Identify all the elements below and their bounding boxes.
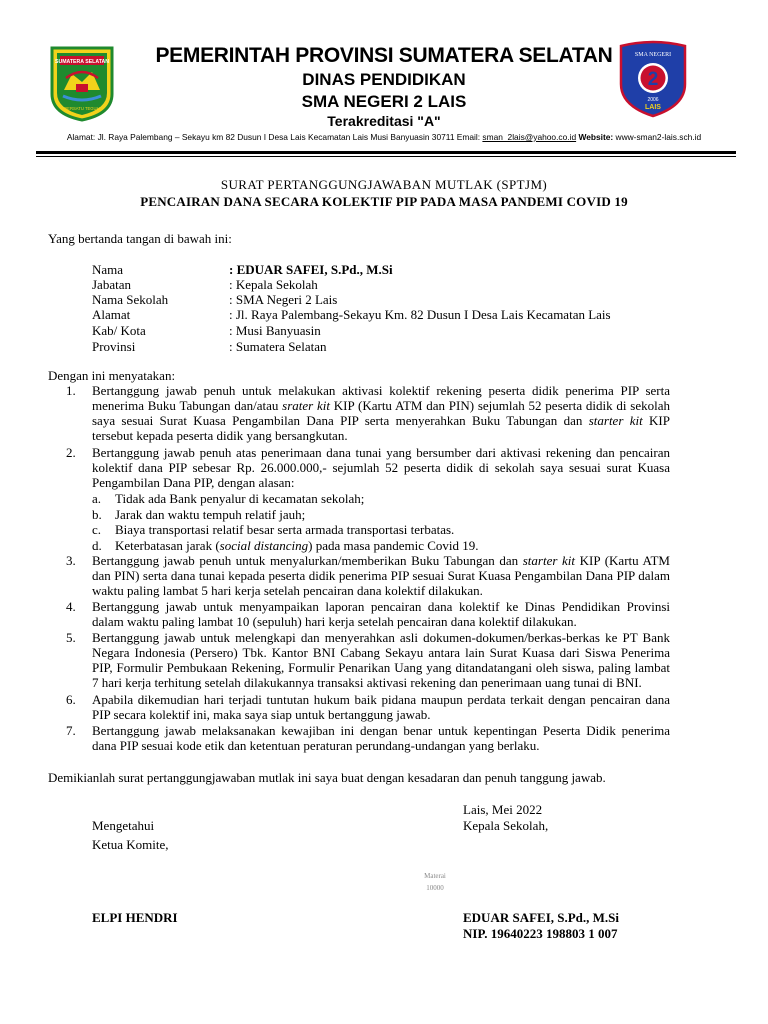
- letterhead-school: SMA NEGERI 2 LAIS: [301, 92, 467, 111]
- stamp-value: 10000: [426, 884, 444, 892]
- reason-letter: d.: [92, 538, 102, 553]
- list-item-line: Bertanggung jawab penuh untuk melakukan aktivasi kolektif rekening peserta didik penerima PIP serta: [92, 383, 670, 398]
- list-item-number: 4.: [66, 599, 76, 614]
- field-label: Jabatan: [92, 277, 131, 292]
- list-item-line: menerima Buku Tabungan dan/atau srater kit KIP (Kartu ATM dan PIN) sejumlah 52 peserta didik di sekolah: [92, 398, 670, 413]
- list-item-line: Bertanggung jawab penuh atas penerimaan dana tunai yang bersumber dari aktivasi rekening dan pencairan: [92, 445, 670, 460]
- svg-text:2006: 2006: [647, 97, 659, 103]
- list-item-line: 7 hari kerja terhitung setelah dilakukannya transaksi aktivasi rekening dan penerimaan uang tunai di BNI.: [92, 675, 642, 690]
- italic-term: social distancing: [219, 538, 309, 553]
- website-link[interactable]: www-sman2-lais.sch.id: [615, 132, 702, 142]
- field-label: Alamat: [92, 307, 131, 322]
- list-item-line: PIP, Formulir Pembukaan Rekening, Formulir Penarikan Uang yang ditandatangani oleh siswa, paling lambat: [92, 660, 670, 675]
- left-heading-1: Mengetahui: [92, 818, 155, 833]
- place-date: Lais, Mei 2022: [463, 802, 543, 817]
- svg-text:2: 2: [647, 69, 659, 90]
- list-item-line: Negara Indonesia (Persero) Tbk. Kantor BNI Cabang Sekayu antara lain Surat Kuasa dari Siswa Penerima: [92, 645, 670, 660]
- field-label: Provinsi: [92, 339, 136, 354]
- list-item-line: kolektif dana PIP sebesar Rp. 26.000.000,- sejumlah 52 peserta didik di sekolah saya sesuai surat Kuasa: [92, 460, 670, 475]
- principal-name: EDUAR SAFEI, S.Pd., M.Si: [463, 910, 620, 925]
- list-item-number: 3.: [66, 553, 76, 568]
- reason-text: Keterbatasan jarak (social distancing) pada masa pandemic Covid 19.: [115, 538, 479, 553]
- list-item-line: dalam waktu paling lambat 10 (sepuluh) hari kerja setelah pencairan dana kolektif dilakukan.: [92, 614, 577, 629]
- reason-text: Jarak dan waktu tempuh relatif jauh;: [115, 507, 306, 522]
- field-label: Kab/ Kota: [92, 323, 146, 338]
- italic-term: srater kit: [282, 398, 330, 413]
- field-label: Nama: [92, 262, 124, 277]
- principal-nip: NIP. 19640223 198803 1 007: [463, 926, 618, 941]
- reason-letter: c.: [92, 522, 102, 537]
- header-rule-thick: [36, 151, 736, 154]
- address-text: Alamat: Jl. Raya Palembang – Sekayu km 82 Dusun I Desa Lais Kecamatan Lais Musi Banyuasin 30711 Email:: [66, 132, 481, 142]
- field-value: : Musi Banyuasin: [229, 323, 321, 338]
- list-item-number: 7.: [66, 723, 76, 738]
- committee-chair-name: ELPI HENDRI: [92, 910, 178, 925]
- left-heading-2: Ketua Komite,: [92, 837, 169, 852]
- svg-text:LAIS: LAIS: [645, 104, 661, 111]
- right-heading: Kepala Sekolah,: [463, 818, 549, 833]
- list-item-line: Bertanggung jawab untuk menyampaikan laporan pencairan dana kolektif ke Dinas Pendidikan Provinsi: [92, 599, 670, 614]
- reason-letter: b.: [92, 507, 102, 522]
- letterhead-government: PEMERINTAH PROVINSI SUMATERA SELATAN: [155, 44, 613, 67]
- statement-intro: Dengan ini menyatakan:: [48, 368, 176, 383]
- svg-text:SUMATERA SELATAN: SUMATERA SELATAN: [55, 59, 109, 65]
- letterhead-address: [0, 132, 768, 142]
- field-value: : Jl. Raya Palembang-Sekayu Km. 82 Dusun I Desa Lais Kecamatan Lais: [229, 307, 611, 322]
- letterhead-accreditation: Terakreditasi "A": [327, 113, 441, 129]
- list-item-number: 6.: [66, 692, 76, 707]
- list-item-line: dana PIP sesuai kode etik dan ketentuan peraturan perundang-undangan yang berlaku.: [92, 738, 540, 753]
- list-item-line: Apabila dikemudian hari terjadi tuntutan hukum baik pidana maupun perdata terkait dengan pencairan dana: [92, 692, 670, 707]
- intro-text: Yang bertanda tangan di bawah ini:: [48, 231, 232, 246]
- list-item: [92, 599, 670, 629]
- email-link[interactable]: sman_2lais@yahoo.co.id: [482, 132, 577, 142]
- website-label: Website:: [578, 132, 614, 142]
- stamp-placeholder: [415, 870, 455, 894]
- closing-text: Demikianlah surat pertanggungjawaban mutlak ini saya buat dengan kesadaran dan penuh tanggung jawab.: [48, 770, 606, 785]
- field-value: : EDUAR SAFEI, S.Pd., M.Si: [229, 262, 393, 277]
- list-item: [92, 692, 670, 722]
- list-item-line: Pengambilan Dana PIP, dengan alasan:: [92, 475, 295, 490]
- list-item: [92, 553, 670, 598]
- stamp-label: Materai: [424, 872, 446, 880]
- field-value: : SMA Negeri 2 Lais: [229, 292, 338, 307]
- field-value: : Sumatera Selatan: [229, 339, 327, 354]
- italic-term: starter kit: [522, 553, 576, 568]
- list-item-line: Bertanggung jawab untuk melengkapi dan menyerahkan asli dokumen-dokumen/berkas-berkas ke PT Bank: [92, 630, 670, 645]
- list-item: [92, 383, 670, 443]
- reason-text: Biaya transportasi relatif besar serta armada transportasi terbatas.: [115, 522, 455, 537]
- document-subtitle: PENCAIRAN DANA SECARA KOLEKTIF PIP PADA MASA PANDEMI COVID 19: [140, 194, 628, 209]
- list-item-number: 2.: [66, 445, 76, 460]
- reason-letter: a.: [92, 491, 102, 506]
- document-title: SURAT PERTANGGUNGJAWABAN MUTLAK (SPTJM): [220, 177, 548, 192]
- list-item-line: PIP secara kolektif ini, maka saya siap untuk bertanggung jawab.: [92, 707, 431, 722]
- svg-text:SMA NEGERI: SMA NEGERI: [634, 52, 672, 58]
- letterhead-department: DINAS PENDIDIKAN: [302, 70, 466, 89]
- list-item: [92, 630, 670, 690]
- list-item-number: 5.: [66, 630, 76, 645]
- field-value: : Kepala Sekolah: [229, 277, 318, 292]
- field-label: Nama Sekolah: [92, 292, 169, 307]
- list-item-line: waktu paling lambat 5 hari kerja setelah pencairan dana kolektif dilakukan.: [92, 583, 483, 598]
- list-item: [92, 723, 670, 753]
- svg-text:BERSATU TEGUH: BERSATU TEGUH: [64, 106, 100, 111]
- list-item-line: tersebut kepada peserta didik yang bersangkutan.: [92, 428, 348, 443]
- list-item-number: 1.: [66, 383, 76, 398]
- italic-term: starter kit: [588, 413, 643, 428]
- list-item-line: dan PIN) serta dana tunai kepada peserta didik penerima PIP sesuai Surat Kuasa Pengambilan Dana PIP dalam: [92, 568, 670, 583]
- list-item: [92, 445, 670, 490]
- header-rule-thin: [36, 156, 736, 157]
- reason-text: Tidak ada Bank penyalur di kecamatan sekolah;: [115, 491, 365, 506]
- list-item-line: Bertanggung jawab penuh untuk menyalurkan/memberikan Buku Tabungan dan starter kit KIP (Kartu ATM: [92, 553, 670, 568]
- list-item-line: saya sesuai Surat Kuasa Pengambilan Dana PIP serta menyerahkan Buku Tabungan dan starter kit KIP: [92, 413, 670, 428]
- list-item-line: Bertanggung jawab melaksanakan kewajiban ini dengan benar untuk kepentingan Peserta Didik penerima: [92, 723, 670, 738]
